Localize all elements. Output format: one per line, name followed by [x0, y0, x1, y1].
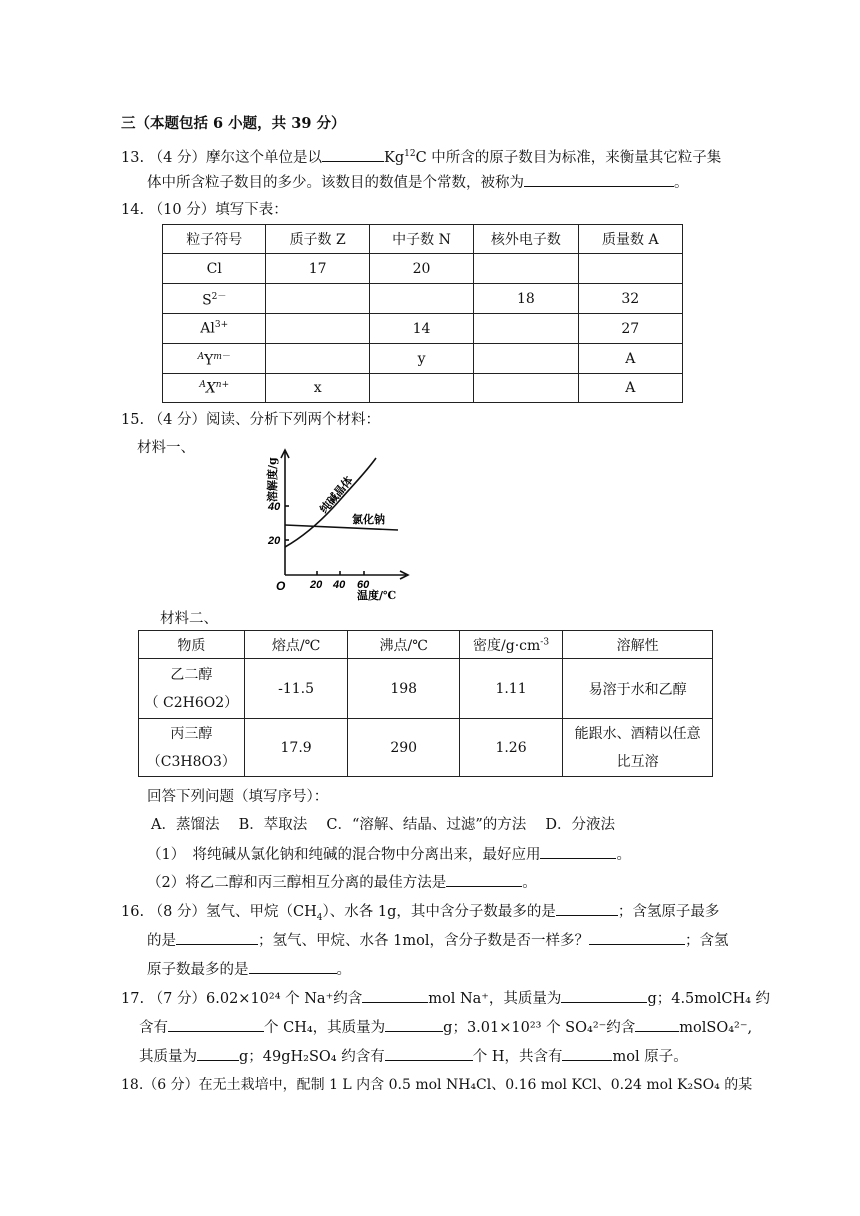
- particle-symbol: $S^{2-}$: [163, 284, 266, 314]
- table-cell: y: [369, 344, 473, 374]
- table-cell: 18: [474, 284, 578, 314]
- particle-symbol: $^AX^{n+}$: [163, 374, 266, 403]
- table-cell[interactable]: [474, 344, 578, 374]
- answer-blank[interactable]: [362, 988, 428, 1003]
- answer-blank[interactable]: [249, 959, 337, 974]
- header-cell: 物质: [139, 631, 245, 659]
- particle-table: [162, 224, 683, 403]
- answer-blank[interactable]: [168, 1017, 264, 1032]
- substance-table: [138, 630, 713, 777]
- answer-blank[interactable]: [562, 1046, 612, 1061]
- header-cell: 沸点/℃: [348, 631, 459, 659]
- answer-blank[interactable]: [524, 172, 674, 187]
- table-cell: 1.11: [459, 659, 562, 719]
- x-tick-label: 20: [310, 579, 323, 591]
- y-tick-label: 40: [268, 501, 281, 513]
- table-cell: 290: [348, 719, 459, 777]
- question-16-line-3: 原子数最多的是 。: [147, 959, 351, 980]
- table-row: [163, 254, 683, 284]
- table-cell[interactable]: [266, 284, 369, 314]
- header-cell: 核外电子数: [474, 225, 578, 254]
- answer-blank[interactable]: [322, 147, 384, 162]
- header-cell: 熔点/℃: [244, 631, 348, 659]
- header-cell: 质子数 Z: [266, 225, 369, 254]
- table-cell: 14: [369, 314, 473, 344]
- x-axis-label: 温度/℃: [357, 589, 397, 602]
- table-row: [163, 374, 683, 403]
- header-cell: 粒子符号: [163, 225, 266, 254]
- question-15-stem: 15. （4 分）阅读、分析下列两个材料：: [121, 412, 381, 428]
- table-cell[interactable]: [474, 314, 578, 344]
- question-13-line-2: 体中所含粒子数目的多少。该数目的数值是个常数，被称为 。: [147, 172, 689, 193]
- x-tick-label: 60: [357, 579, 370, 591]
- question-16-line-2: 的是 ；氢气、甲烷、水各 1mol，含分子数是否一样多？ ；含氢: [147, 930, 728, 951]
- table-cell: 17: [266, 254, 369, 284]
- table-cell: 1.26: [459, 719, 562, 777]
- answer-blank[interactable]: [556, 901, 618, 916]
- header-cell: 中子数 N: [369, 225, 473, 254]
- table-cell: 17.9: [244, 719, 348, 777]
- table-cell: 能跟水、酒精以任意 比互溶: [563, 719, 713, 777]
- table-cell[interactable]: [369, 374, 473, 403]
- table-cell[interactable]: [578, 254, 682, 284]
- substance-name: 乙二醇 （ C2H6O2）: [139, 659, 245, 719]
- answer-blank[interactable]: [446, 872, 522, 887]
- solubility-graph: [258, 444, 418, 602]
- soda-crystal-label: 纯碱晶体: [317, 473, 356, 516]
- table-cell: A: [578, 344, 682, 374]
- answer-prompt: 回答下列问题（填写序号）：: [147, 789, 329, 805]
- table-cell[interactable]: [369, 284, 473, 314]
- section-title: 三（本题包括 6 小题，共 39 分）: [121, 115, 346, 132]
- sodium-chloride-label: 氯化钠: [352, 513, 385, 526]
- table-cell: 198: [348, 659, 459, 719]
- particle-symbol: $Al^{3+}$: [163, 314, 266, 344]
- answer-options: A．蒸馏法 B．萃取法 C．“溶解、结晶、过滤”的方法 D．分液法: [151, 817, 615, 833]
- y-axis-label: 溶解度/g: [266, 457, 279, 502]
- header-cell: 溶解性: [563, 631, 713, 659]
- question-17-line-1: 17. （7 分）6.02×10²⁴ 个 Na⁺约含 mol Na⁺，其质量为 g；4.5molCH₄ 约: [121, 988, 770, 1009]
- substance-name: 丙三醇 （C3H8O3）: [139, 719, 245, 777]
- y-tick-label: 20: [268, 535, 281, 547]
- table-cell: -11.5: [244, 659, 348, 719]
- answer-blank[interactable]: [540, 844, 616, 859]
- table-cell: 32: [578, 284, 682, 314]
- question-17-line-3: 其质量为 g；49gH₂SO₄ 约含有 个 H，共含有 mol 原子。: [139, 1046, 688, 1067]
- answer-blank[interactable]: [385, 1017, 443, 1032]
- material-1-label: 材料一、: [137, 440, 195, 456]
- answer-blank[interactable]: [176, 930, 258, 945]
- answer-blank[interactable]: [385, 1046, 473, 1061]
- particle-symbol: $^AY^{m-}$: [163, 344, 266, 374]
- table-cell: 20: [369, 254, 473, 284]
- particle-symbol: Cl: [163, 254, 266, 284]
- graph-axes: [281, 450, 408, 579]
- table-row: [163, 314, 683, 344]
- question-18-line-1: 18.（6 分）在无土栽培中，配制 1 L 内含 0.5 mol NH₄Cl、0.16 mol KCl、0.24 mol K₂SO₄ 的某: [121, 1077, 753, 1093]
- header-cell: 密度$/g\cdot cm^{-3}$: [459, 631, 562, 659]
- question-13-line-1: 13. （4 分）摩尔这个单位是以 Kg$^{12}$C 中所含的原子数目为标准，来衡量其它粒子集: [121, 144, 721, 168]
- question-16-line-1: 16. （8 分）氢气、甲烷$(CH_4)$、水各 1g，其中含分子数最多的是 ；含氢原子最多: [121, 901, 719, 928]
- table-cell[interactable]: [474, 254, 578, 284]
- table-cell: 易溶于水和乙醇: [563, 659, 713, 719]
- sub-question-2: （2）将乙二醇和丙三醇相互分离的最佳方法是 。: [147, 872, 537, 893]
- x-tick-label: 40: [333, 579, 346, 591]
- origin-label: O: [276, 579, 286, 593]
- material-2-label: 材料二、: [160, 611, 218, 627]
- header-cell: 质量数 A: [578, 225, 682, 254]
- question-14-stem: 14. （10 分）填写下表：: [121, 202, 288, 218]
- answer-blank[interactable]: [561, 988, 647, 1003]
- answer-blank[interactable]: [635, 1017, 679, 1032]
- table-cell: 27: [578, 314, 682, 344]
- table-cell[interactable]: [266, 314, 369, 344]
- table-row: [139, 659, 713, 719]
- answer-blank[interactable]: [197, 1046, 239, 1061]
- table-row: [163, 284, 683, 314]
- table-cell[interactable]: [474, 374, 578, 403]
- table-cell[interactable]: [266, 344, 369, 374]
- question-17-line-2: 含有 个 CH₄，其质量为 g；3.01×10²³ 个 SO₄²⁻约含 molSO₄²⁻,: [139, 1017, 752, 1038]
- table-cell: x: [266, 374, 369, 403]
- table-header-row: [163, 225, 683, 254]
- sub-question-1: （1） 将纯碱从氯化钠和纯碱的混合物中分离出来，最好应用 。: [147, 844, 631, 865]
- answer-blank[interactable]: [589, 930, 685, 945]
- table-cell: A: [578, 374, 682, 403]
- table-row: [139, 719, 713, 777]
- table-row: [163, 344, 683, 374]
- table-header-row: [139, 631, 713, 659]
